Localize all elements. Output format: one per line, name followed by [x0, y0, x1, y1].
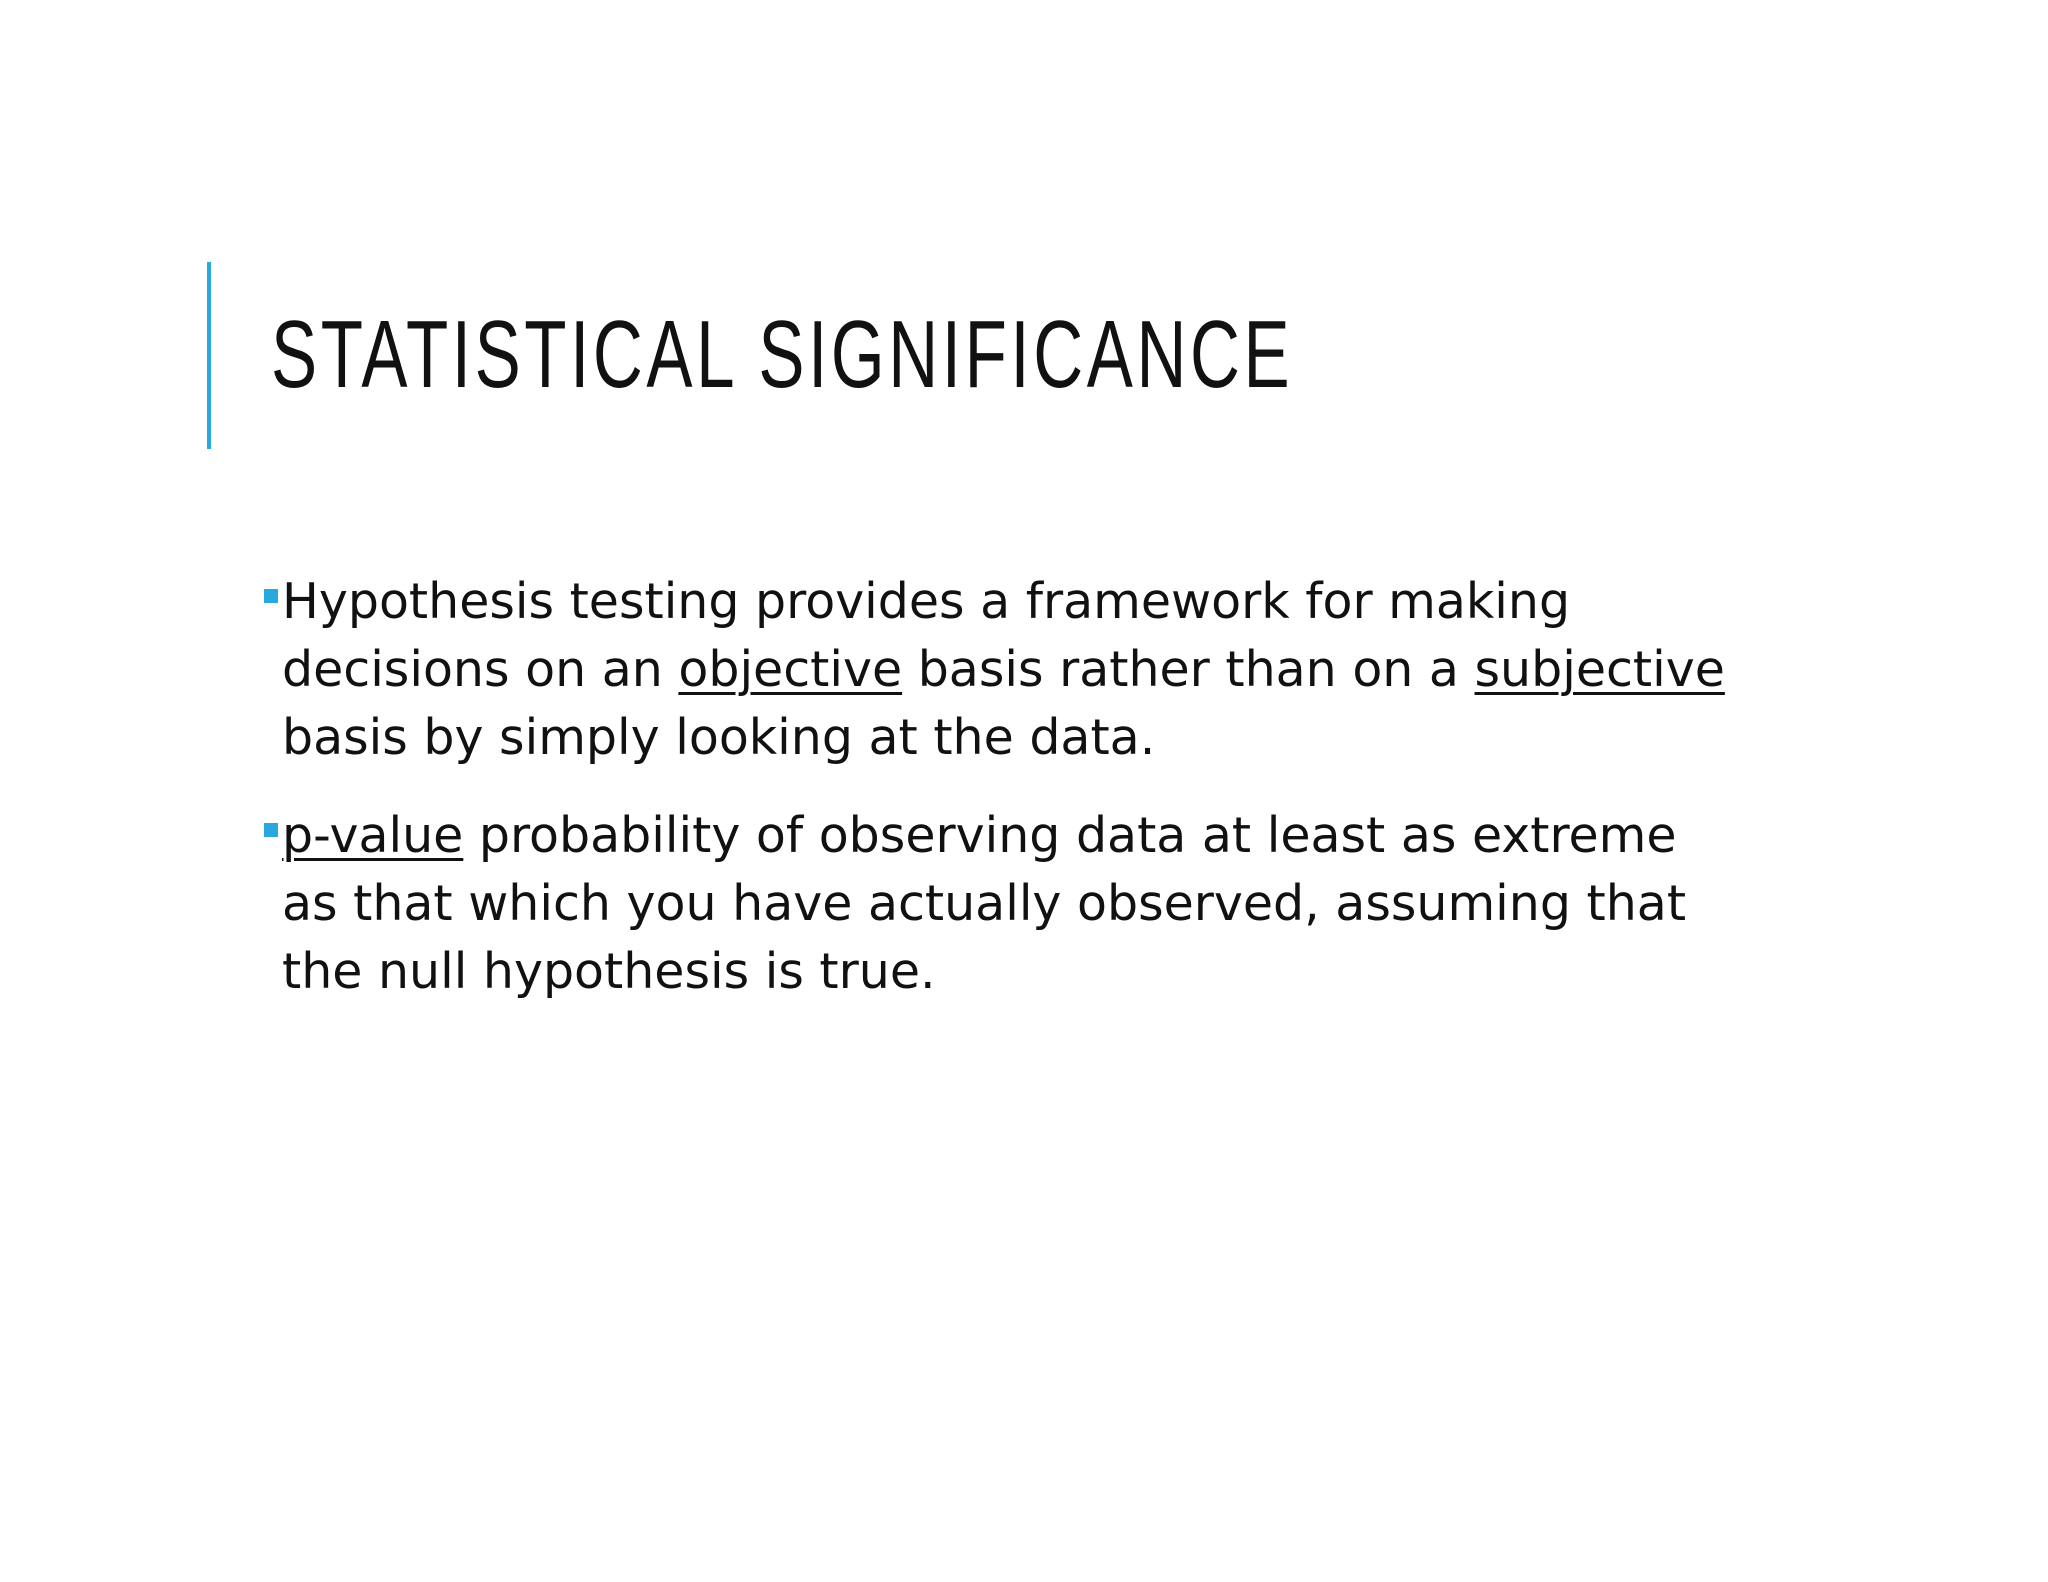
square-bullet-icon	[264, 589, 278, 603]
underlined-term-objective: objective	[678, 641, 903, 698]
underlined-term-p-value: p-value	[282, 807, 464, 864]
bullet-item-p-value	[264, 802, 1744, 1006]
underlined-term-subjective: subjective	[1474, 641, 1725, 698]
bullet-text	[282, 807, 1686, 1000]
title-accent-bar	[207, 262, 211, 449]
bullet-text-segment: basis by simply looking at the data.	[282, 709, 1156, 766]
bullet-text-segment: Hypothesis testing provides a framework for making decisions on an	[282, 573, 1571, 698]
bullet-text	[282, 573, 1725, 766]
bullet-item-hypothesis-testing	[264, 568, 1744, 772]
bullet-list	[264, 568, 1744, 1036]
square-bullet-icon	[264, 823, 278, 837]
slide-title: STATISTICAL SIGNIFICANCE	[271, 301, 1294, 408]
bullet-text-segment: basis rather than on a	[902, 641, 1475, 698]
bullet-text-segment: probability of observing data at least as extreme as that which you have actually observed, assuming that the null hypothesis is true.	[282, 807, 1687, 1000]
